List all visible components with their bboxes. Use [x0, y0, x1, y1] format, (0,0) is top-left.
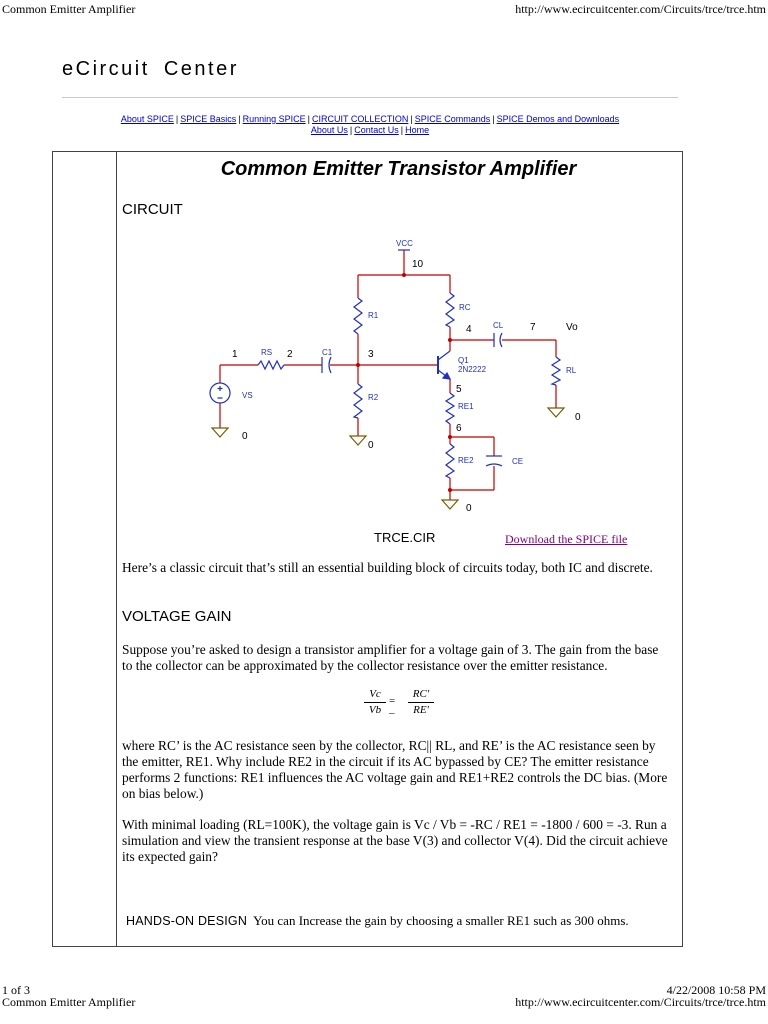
- node-label-vo: Vo: [566, 322, 578, 333]
- nav-link-spice-commands[interactable]: SPICE Commands: [414, 114, 491, 124]
- node-label-5: 5: [456, 384, 462, 395]
- equation-lhs-denominator: Vb: [368, 704, 382, 716]
- hands-on-label: HANDS-ON DESIGN: [126, 914, 248, 928]
- site-title: eCircuit Center: [62, 58, 239, 80]
- label-re1: RE1: [458, 402, 474, 411]
- ground-label: 0: [575, 412, 581, 423]
- circuit-heading: CIRCUIT: [122, 201, 183, 218]
- intro-paragraph: Here’s a classic circuit that’s still an essential building block of circuits today, both IC and discrete.: [122, 560, 653, 575]
- print-footer-title: Common Emitter Amplifier: [2, 995, 136, 1009]
- hands-on-text: You can Increase the gain by choosing a smaller RE1 such as 300 ohms.: [253, 913, 629, 928]
- figure-caption: TRCE.CIR: [374, 530, 436, 545]
- equation-rhs-bar: [408, 702, 434, 703]
- equation-lhs-bar: [364, 702, 386, 703]
- print-footer-url: http://www.ecircuitcenter.com/Circuits/trce/trce.htm: [515, 995, 766, 1009]
- print-footer-page: 1 of 3: [2, 983, 30, 997]
- node-label-1: 1: [232, 349, 238, 360]
- nav-link-spice-demos[interactable]: SPICE Demos and Downloads: [496, 114, 620, 124]
- ground-label: 0: [242, 431, 248, 442]
- label-vs: VS: [242, 391, 253, 400]
- download-spice-link[interactable]: Download the SPICE file: [505, 532, 628, 546]
- ground-label: 0: [466, 503, 472, 514]
- gain-paragraph-2: where RC’ is the AC resistance seen by the collector, RC|| RL, and RE’ is the AC resistance seen by the emitter, RE1. Why include RE2 in the circuit if its AC bypassed by CE? The emitter resistance performs 2 functions: RE1 influences the AC voltage gain and RE1+RE2 controls the DC bias. (More on bias below.): [122, 738, 668, 801]
- nav-separator: |: [175, 114, 179, 124]
- ground-label: 0: [368, 440, 374, 451]
- equation-equals: = –: [389, 695, 396, 719]
- label-c1: C1: [322, 348, 333, 357]
- label-rc: RC: [459, 303, 471, 312]
- nav-link-about-us[interactable]: About Us: [310, 125, 348, 135]
- nav-link-circuit-collection[interactable]: CIRCUIT COLLECTION: [312, 114, 409, 124]
- label-r2: R2: [368, 393, 379, 402]
- node-label-6: 6: [456, 423, 462, 434]
- page-title: Common Emitter Transistor Amplifier: [220, 158, 577, 180]
- label-vcc: VCC: [396, 239, 413, 248]
- gain-paragraph-1: Suppose you’re asked to design a transistor amplifier for a voltage gain of 3. The gain from the base to the collector can be approximated by the collector resistance over the emitter resistance.: [122, 642, 659, 673]
- node-label-3: 3: [368, 349, 374, 360]
- print-footer-datetime: 4/22/2008 10:58 PM: [666, 983, 766, 997]
- nav-link-contact-us[interactable]: Contact Us: [354, 125, 399, 135]
- equation-rhs-denominator: RE': [413, 704, 429, 716]
- label-rs: RS: [261, 348, 273, 357]
- equation-rhs-numerator: RC': [412, 688, 430, 700]
- nav-separator: |: [400, 125, 404, 135]
- voltage-gain-heading: VOLTAGE GAIN: [122, 608, 232, 625]
- label-q1-part: 2N2222: [458, 365, 487, 374]
- label-cl: CL: [493, 321, 504, 330]
- label-ce: CE: [512, 457, 524, 466]
- label-rl: RL: [566, 366, 577, 375]
- equation-lhs-numerator: Vc: [369, 688, 381, 700]
- nav-link-spice-basics[interactable]: SPICE Basics: [180, 114, 237, 124]
- nav-separator: |: [492, 114, 495, 124]
- nav-link-running-spice[interactable]: Running SPICE: [242, 114, 306, 124]
- nav-separator: |: [349, 125, 353, 135]
- gain-paragraph-3: With minimal loading (RL=100K), the voltage gain is Vc / Vb = -RC / RE1 = -1800 / 600 = -3. Run a simulation and view the transient response at the base V(3) and collector V(4). Did the circuit achieve its expected gain?: [122, 817, 668, 864]
- node-label-2: 2: [287, 349, 293, 360]
- nav-separator: |: [307, 114, 310, 124]
- print-header-title: Common Emitter Amplifier: [2, 2, 136, 16]
- node-label-7: 7: [530, 322, 536, 333]
- print-header-url: http://www.ecircuitcenter.com/Circuits/trce/trce.htm: [515, 2, 766, 16]
- schematic-background: [205, 230, 590, 522]
- nav-link-about-spice[interactable]: About SPICE: [120, 114, 174, 124]
- hands-on-design: [126, 913, 629, 929]
- nav-separator: |: [238, 114, 241, 124]
- nav-separator: |: [410, 114, 413, 124]
- nav-link-home[interactable]: Home: [405, 125, 430, 135]
- node-label-10: 10: [412, 259, 424, 270]
- node-label-4: 4: [466, 324, 472, 335]
- label-q1: Q1: [458, 356, 469, 365]
- label-r1: R1: [368, 311, 379, 320]
- label-re2: RE2: [458, 456, 474, 465]
